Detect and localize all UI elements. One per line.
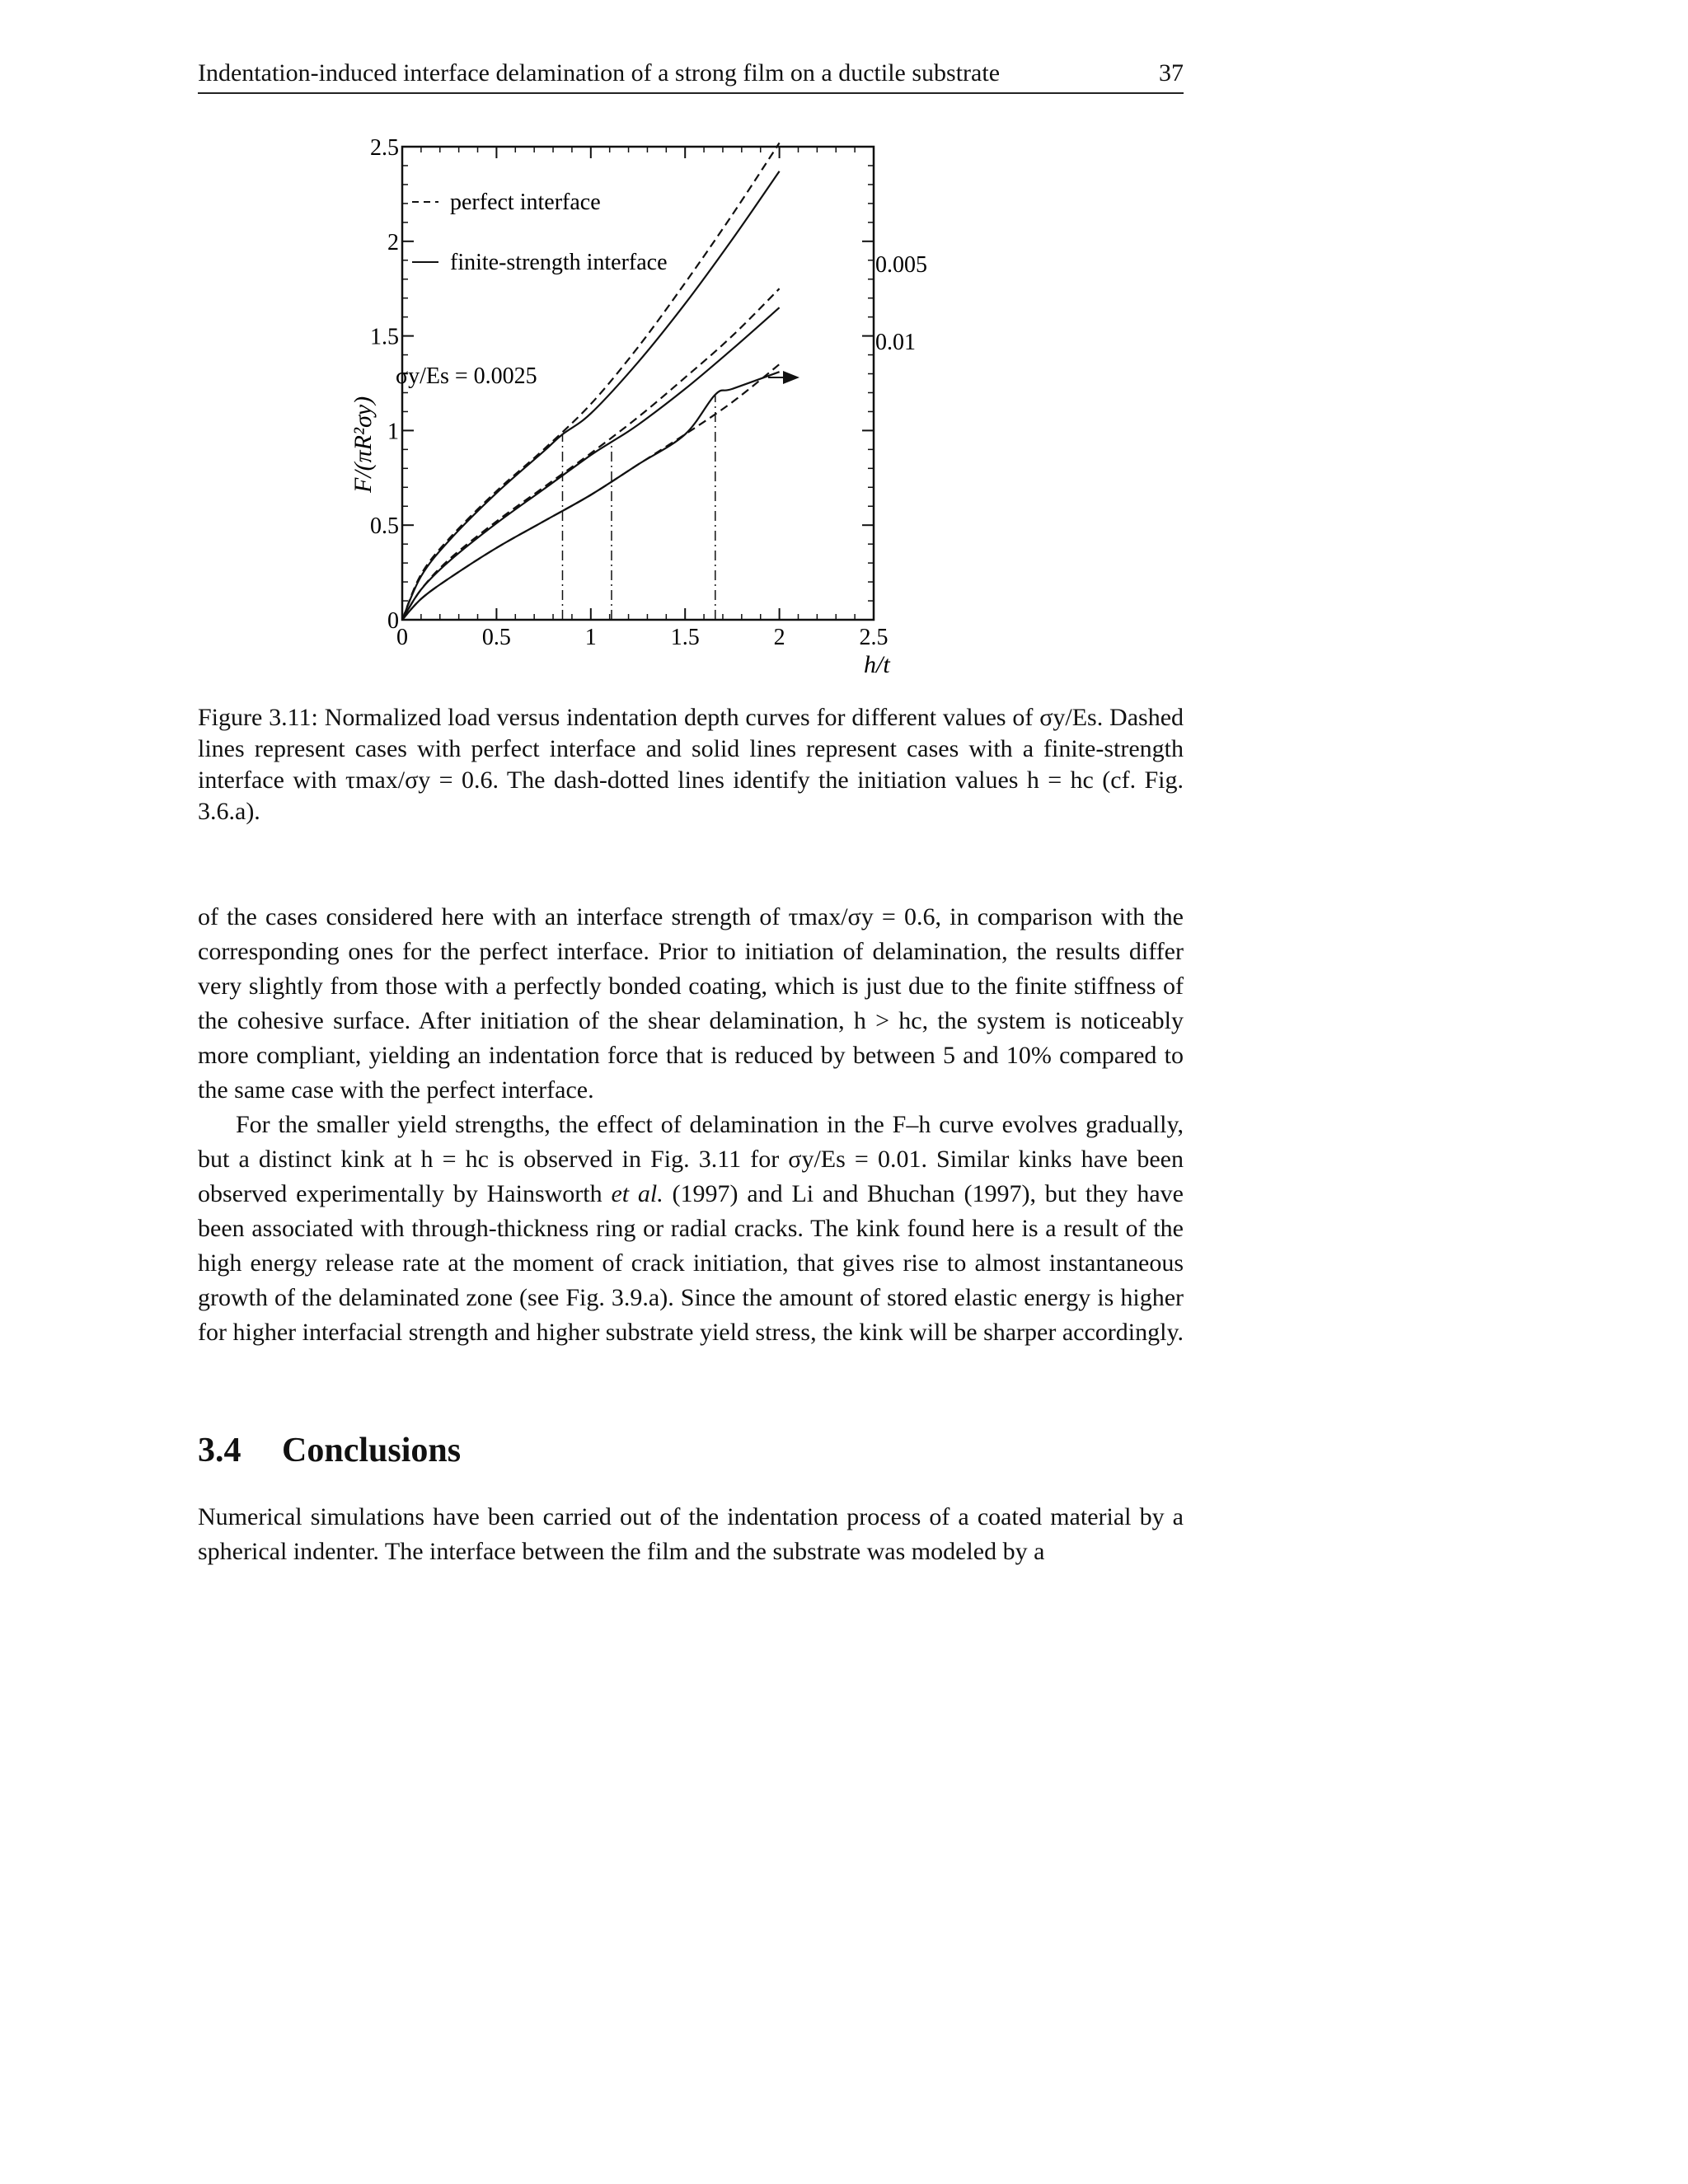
x-tick-label: 2.5 bbox=[859, 625, 889, 650]
body-text bbox=[198, 900, 1184, 1350]
figure-caption bbox=[198, 702, 1184, 827]
figure-3-11 bbox=[338, 122, 981, 682]
running-header bbox=[198, 59, 1184, 94]
conclusions-text bbox=[198, 1500, 1184, 1569]
x-tick-label: 1.5 bbox=[670, 625, 700, 650]
x-axis-label: h/t bbox=[864, 651, 890, 678]
section-title: Conclusions bbox=[282, 1432, 462, 1469]
caption-label: Figure 3.11: bbox=[198, 704, 318, 731]
paragraph-2-part-b: (1997) and Li and Bhuchan (1997), but they have been associated with through-thickness ring or radial cracks. The kink found here is a result of the high energy release rate at the moment of crack initiation, that gives rise to almost instantaneous growth of the delaminated zone (see Fig. 3.9.a). Since the amount of stored elastic energy is higher for higher interfacial strength and higher substrate yield stress, the kink will be sharper accordingly. bbox=[198, 1180, 1184, 1346]
y-tick-label: 0 bbox=[387, 608, 399, 634]
y-tick-label: 2 bbox=[387, 229, 399, 255]
et-al: et al. bbox=[611, 1180, 663, 1207]
y-tick-label: 1.5 bbox=[370, 324, 399, 350]
y-tick-label: 1 bbox=[387, 419, 399, 445]
caption-text: Normalized load versus indentation depth curves for different values of σy/Es. Dashed lines represent cases with perfect interface and solid lines represent cases with a finite-strength interface with τmax/σy = 0.6. The dash-dotted lines identify the initiation values h = hc (cf. Fig. 3.6.a). bbox=[198, 704, 1184, 825]
paragraph-1: of the cases considered here with an interface strength of τmax/σy = 0.6, in comparison with the corresponding ones for the perfect interface. Prior to initiation of delamination, the results differ very slightly from those with a perfectly bonded coating, which is just due to the finite stiffness of the cohesive surface. After initiation of the shear delamination, h > hc, the system is noticeably more compliant, yielding an indentation force that is reduced by between 5 and 10% compared to the same case with the perfect interface. bbox=[198, 903, 1184, 1104]
label-0.005: 0.005 bbox=[875, 252, 927, 278]
running-title: Indentation-induced interface delamination of a strong film on a ductile substrate bbox=[198, 59, 1001, 87]
section-number: 3.4 bbox=[198, 1432, 241, 1469]
y-axis-label: F/(πR²σy) bbox=[349, 396, 377, 493]
conclusions-paragraph-1: Numerical simulations have been carried out of the indentation process of a coated material by a spherical indenter. The interface between the film and the substrate was modeled by a bbox=[198, 1503, 1184, 1565]
section-heading bbox=[198, 1431, 1184, 1470]
y-tick-label: 0.5 bbox=[370, 513, 399, 540]
x-tick-label: 0.5 bbox=[481, 625, 511, 650]
page-number: 37 bbox=[1159, 59, 1184, 87]
load-depth-chart bbox=[338, 122, 981, 682]
paragraph-2-part-a: For the smaller yield strengths, the effect of delamination in the F–h curve evolves gradually, but a distinct kink at h = hc is observed in Fig. 3.11 for σy/Es = 0.01. Similar kinks have been observed experimentally by Hainsworth bbox=[198, 1111, 1184, 1207]
y-tick-label: 2.5 bbox=[370, 135, 399, 161]
label-0.0025: σy/Es = 0.0025 bbox=[396, 363, 537, 389]
x-tick-label: 2 bbox=[773, 625, 785, 650]
arrow-head bbox=[783, 371, 799, 384]
legend-dashed-label: perfect interface bbox=[450, 190, 601, 215]
label-0.01: 0.01 bbox=[875, 330, 916, 355]
x-tick-label: 1 bbox=[584, 625, 597, 650]
legend-solid-label: finite-strength interface bbox=[450, 250, 668, 275]
x-tick-label: 0 bbox=[396, 625, 408, 650]
paragraph-2 bbox=[198, 1108, 1184, 1350]
series-line-5-perfect bbox=[402, 364, 780, 620]
